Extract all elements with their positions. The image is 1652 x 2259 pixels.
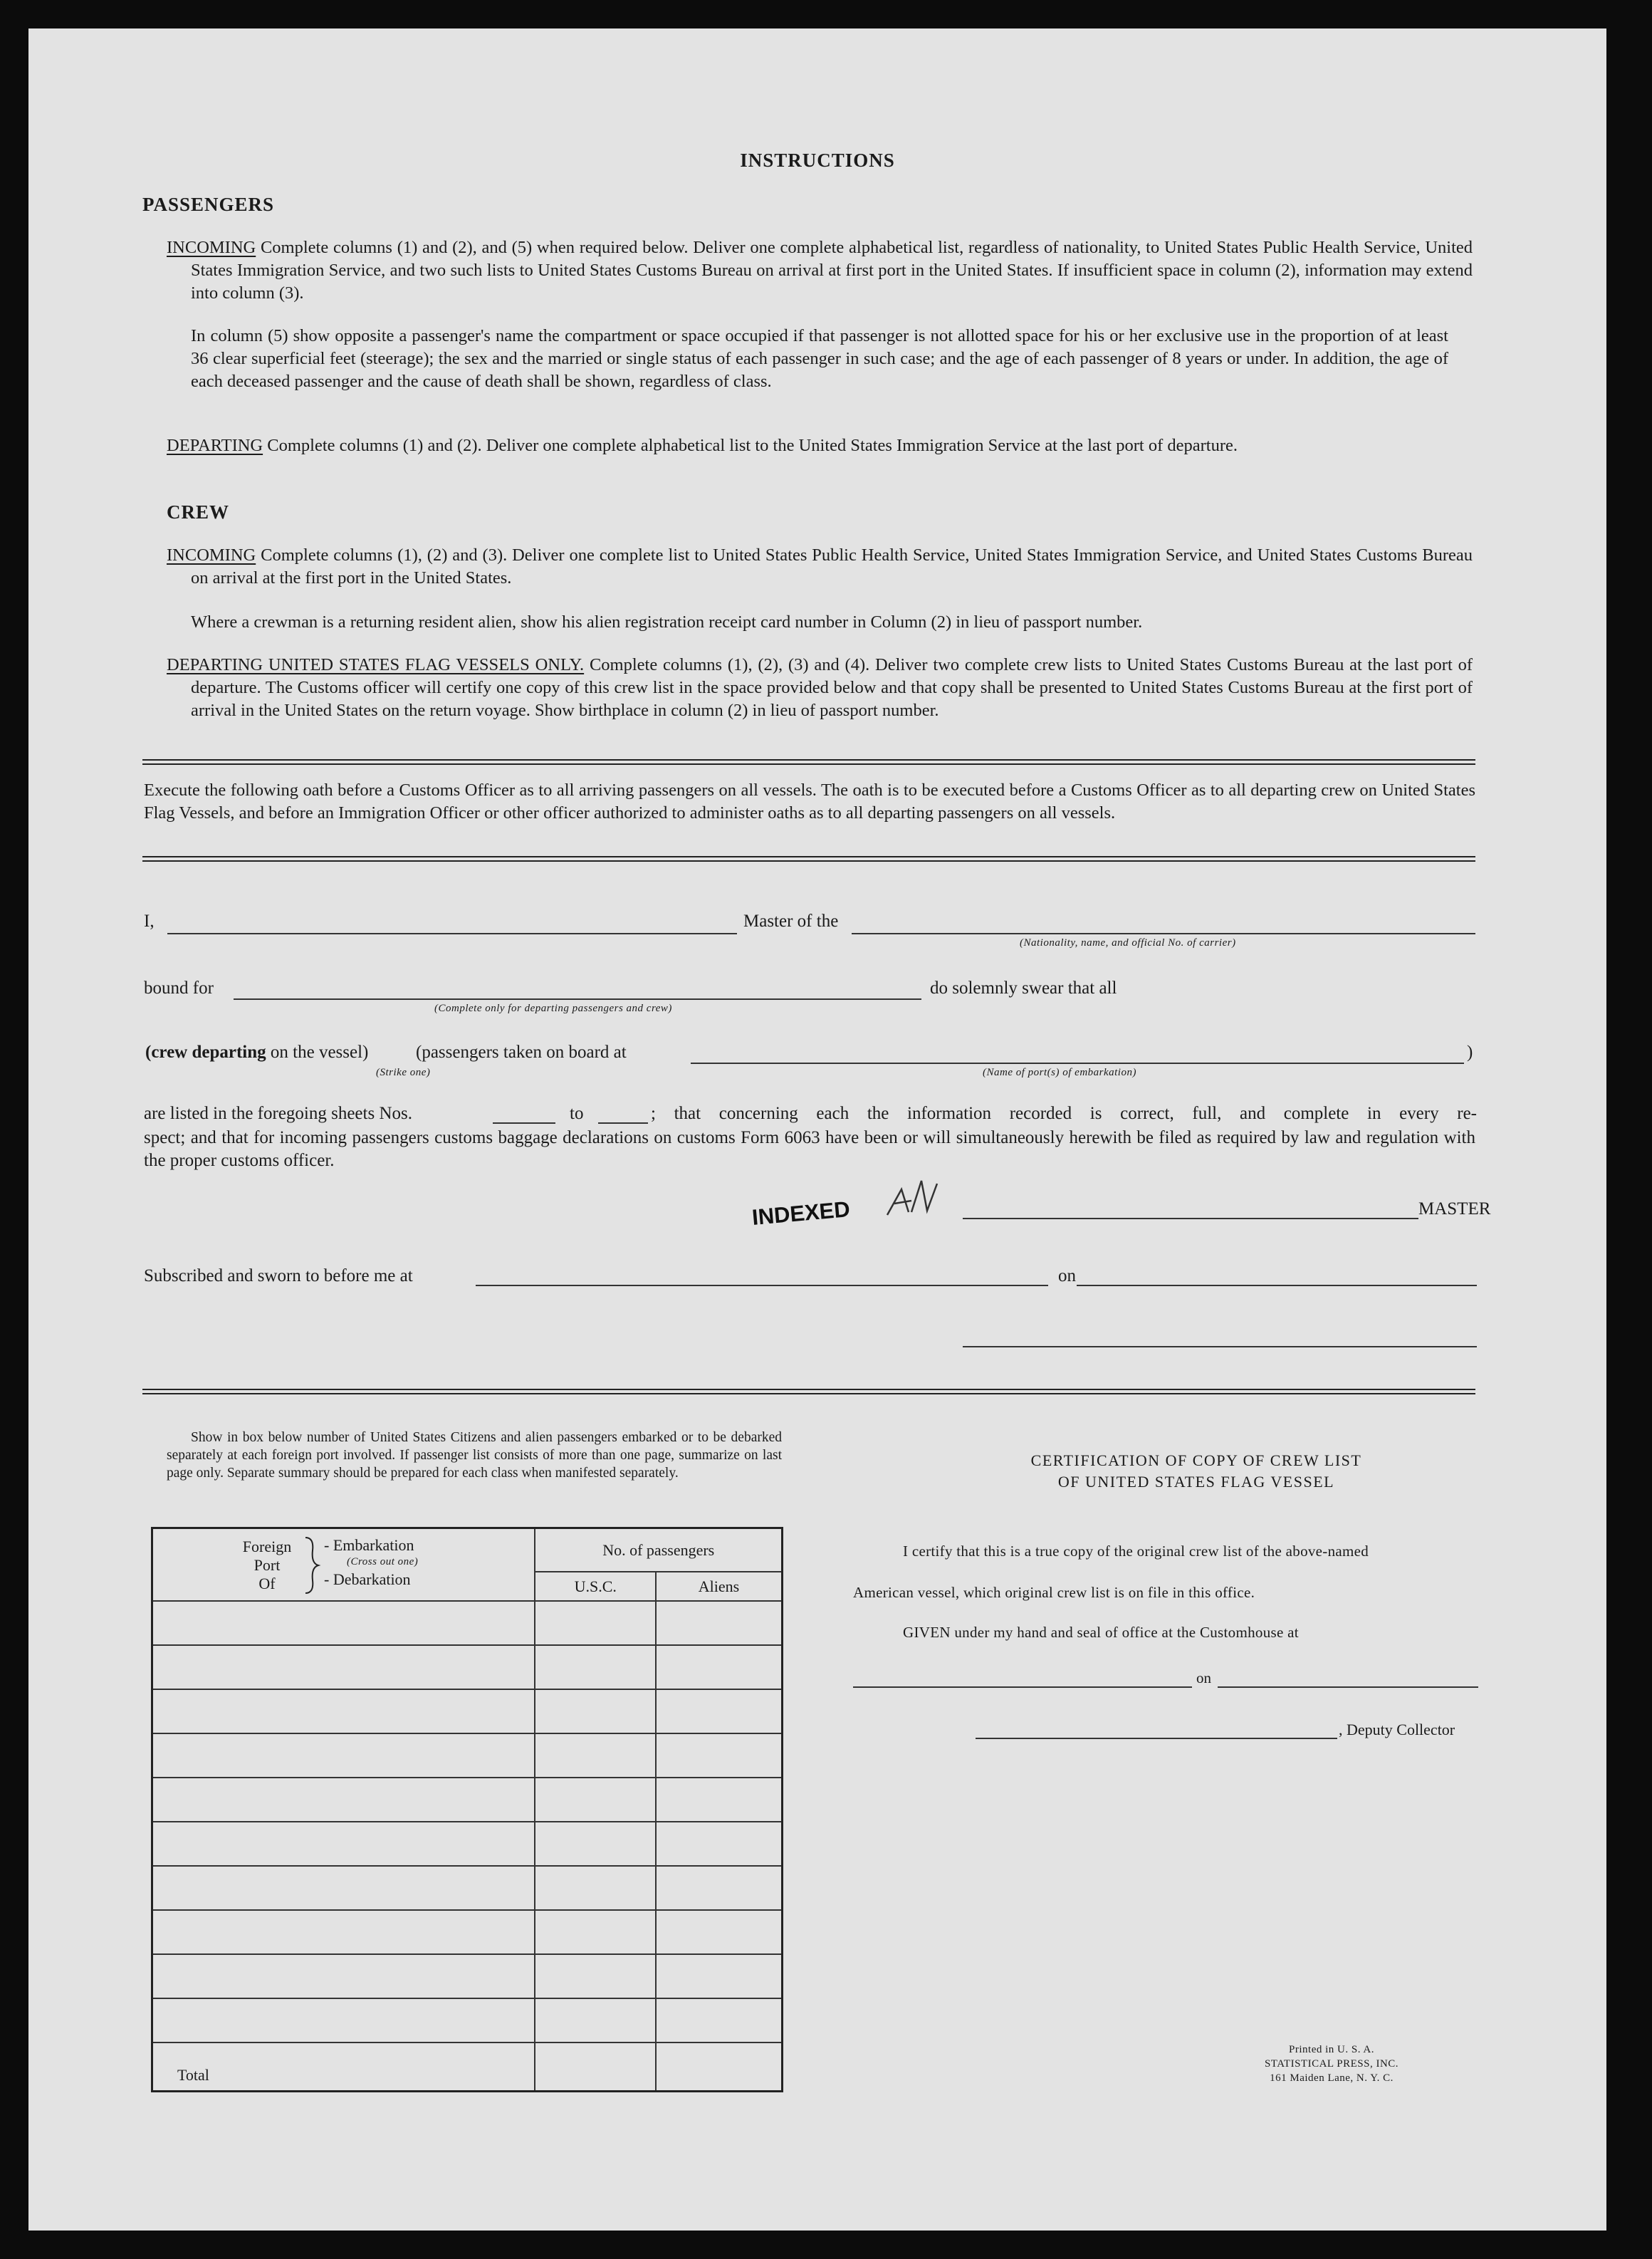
total-aliens-cell[interactable] bbox=[656, 2043, 783, 2091]
carrier-field[interactable] bbox=[852, 933, 1475, 934]
port-cell[interactable] bbox=[152, 1998, 535, 2043]
crew-departing-option[interactable]: (crew departing bbox=[145, 1043, 266, 1062]
embarkation-option[interactable]: - Embarkation bbox=[324, 1536, 414, 1554]
certification-title bbox=[883, 1450, 1510, 1493]
port-cell[interactable] bbox=[152, 1954, 535, 1998]
usc-cell[interactable] bbox=[535, 1733, 656, 1778]
table-row bbox=[152, 1910, 783, 1954]
aliens-cell[interactable] bbox=[656, 1645, 783, 1689]
printer-line1: Printed in U. S. A. bbox=[1289, 2044, 1374, 2055]
aliens-cell[interactable] bbox=[656, 1601, 783, 1645]
printer-imprint bbox=[1225, 2043, 1438, 2085]
passengers-incoming-text: Complete columns (1) and (2), and (5) when required below. Deliver one complete alphabetical list, regardless of nationality, to United States Public Health Service, United States Immigration Service, and two such lists to United States Customs Bureau on arrival at first port in the United States. If insufficient space in column (2), information may extend into column (3). bbox=[191, 238, 1473, 303]
sheet-to-field[interactable] bbox=[598, 1122, 648, 1124]
crew-departing-text: Complete columns (1), (2), (3) and (4). Deliver two complete crew lists to United States Customs Bureau at the last port of departure. The Customs officer will certify one copy of this crew list in the space provided below and that copy shall be presented to United States Customs Bureau at the first port of arrival in the United States on the return voyage. Show birthplace in column (2) in lieu of passport number. bbox=[191, 655, 1473, 720]
officer-signature-field[interactable] bbox=[963, 1346, 1477, 1347]
aliens-cell[interactable] bbox=[656, 1822, 783, 1866]
usc-header: U.S.C. bbox=[535, 1572, 656, 1601]
cross-out-caption: (Cross out one) bbox=[347, 1556, 419, 1567]
given-text: GIVEN under my hand and seal of office at the Customhouse at bbox=[903, 1624, 1299, 1641]
total-label: Total bbox=[152, 2043, 535, 2091]
port-cell[interactable] bbox=[152, 1822, 535, 1866]
table-row bbox=[152, 1733, 783, 1778]
master-label: MASTER bbox=[1418, 1199, 1491, 1219]
crew-incoming-text: Complete columns (1), (2) and (3). Deliver one complete list to United States Public Health Service, United States Immigration Service, and United States Customs Bureau on arrival at the first port in the United States. bbox=[191, 546, 1473, 588]
deputy-collector-label: , Deputy Collector bbox=[1339, 1721, 1455, 1738]
usc-cell[interactable] bbox=[535, 1601, 656, 1645]
total-row bbox=[152, 2043, 783, 2091]
aliens-cell[interactable] bbox=[656, 1910, 783, 1954]
table-row bbox=[152, 1778, 783, 1822]
crew-resident-paragraph: Where a crewman is a returning resident alien, show his alien registration receipt card number in Column (2) in lieu of passport number. bbox=[191, 612, 1143, 632]
table-row bbox=[152, 1954, 783, 1998]
passengers-incoming-label: INCOMING bbox=[167, 238, 256, 257]
section-divider bbox=[142, 759, 1475, 765]
bound-for-caption: (Complete only for departing passengers and crew) bbox=[434, 1003, 672, 1014]
table-row bbox=[152, 1998, 783, 2043]
oath-intro: Execute the following oath before a Customs Officer as to all arriving passengers on all vessels. The oath is to be executed before a Customs Officer as to all departing crew on United States Flag Vessels, and before an Immigration Officer or other officer authorized to administer oaths as to all departing passengers on all vessels. bbox=[144, 781, 1475, 823]
passengers-departing-text: Complete columns (1) and (2). Deliver one complete alphabetical list to the United States Immigration Service at the last port of departure. bbox=[267, 436, 1238, 455]
table-row bbox=[152, 1689, 783, 1733]
usc-cell[interactable] bbox=[535, 1689, 656, 1733]
sworn-on-label: on bbox=[1058, 1266, 1076, 1285]
sheet-from-field[interactable] bbox=[493, 1122, 555, 1124]
printer-line3: 161 Maiden Lane, N. Y. C. bbox=[1270, 2072, 1394, 2084]
ports-caption: (Name of port(s) of embarkation) bbox=[983, 1067, 1136, 1078]
subscribed-label: Subscribed and sworn to before me at bbox=[144, 1266, 413, 1285]
port-cell[interactable] bbox=[152, 1601, 535, 1645]
printer-line2: STATISTICAL PRESS, INC. bbox=[1264, 2058, 1399, 2070]
table-row bbox=[152, 1601, 783, 1645]
cert-date-field[interactable] bbox=[1218, 1686, 1478, 1688]
port-cell[interactable] bbox=[152, 1778, 535, 1822]
certify-text-2: American vessel, which original crew list is on file in this office. bbox=[853, 1584, 1255, 1601]
aliens-cell[interactable] bbox=[656, 1998, 783, 2043]
summary-header-row bbox=[152, 1528, 783, 1572]
passengers-heading: PASSENGERS bbox=[142, 194, 275, 215]
close-paren: ) bbox=[1467, 1043, 1473, 1062]
crew-departing-paragraph bbox=[167, 654, 1473, 722]
aliens-cell[interactable] bbox=[656, 1778, 783, 1822]
passenger-summary-table bbox=[151, 1527, 783, 2092]
section-divider bbox=[142, 856, 1475, 862]
crew-departing-label: DEPARTING UNITED STATES FLAG VESSELS ONLY. bbox=[167, 655, 585, 674]
port-header-label: Foreign Port Of bbox=[242, 1538, 292, 1592]
strike-caption: (Strike one) bbox=[376, 1067, 431, 1078]
sheets-to-label: to bbox=[570, 1104, 584, 1123]
usc-cell[interactable] bbox=[535, 1998, 656, 2043]
master-signature-field[interactable] bbox=[963, 1218, 1418, 1219]
handwritten-initial-mark bbox=[883, 1177, 940, 1221]
oath-i-label: I, bbox=[144, 912, 155, 931]
usc-cell[interactable] bbox=[535, 1866, 656, 1910]
passengers-departing-label: DEPARTING bbox=[167, 436, 263, 455]
port-cell[interactable] bbox=[152, 1866, 535, 1910]
section-divider bbox=[142, 1389, 1475, 1394]
usc-cell[interactable] bbox=[535, 1645, 656, 1689]
passengers-departing-paragraph bbox=[167, 434, 1473, 457]
cert-on-label: on bbox=[1196, 1669, 1211, 1686]
crew-heading: CREW bbox=[167, 501, 230, 523]
bound-for-field[interactable] bbox=[234, 998, 921, 1000]
passengers-incoming-paragraph bbox=[167, 236, 1473, 305]
port-cell[interactable] bbox=[152, 1733, 535, 1778]
certification-title-line1: CERTIFICATION OF COPY OF CREW LIST bbox=[1030, 1451, 1362, 1469]
page-title: INSTRUCTIONS bbox=[740, 150, 895, 171]
table-row bbox=[152, 1866, 783, 1910]
sheets-text-c: spect; and that for incoming passengers customs baggage declarations on customs Form 6063 have been or will simultaneously herewith be filed as required by law and regulation with the proper customs officer. bbox=[144, 1128, 1475, 1170]
aliens-header: Aliens bbox=[656, 1572, 783, 1601]
on-vessel-text: on the vessel) bbox=[266, 1043, 369, 1062]
usc-cell[interactable] bbox=[535, 1778, 656, 1822]
deputy-signature-field[interactable] bbox=[976, 1738, 1337, 1739]
aliens-cell[interactable] bbox=[656, 1733, 783, 1778]
customhouse-field[interactable] bbox=[853, 1686, 1192, 1688]
debarkation-option[interactable]: - Debarkation bbox=[324, 1570, 411, 1588]
brace-icon bbox=[303, 1536, 321, 1595]
usc-cell[interactable] bbox=[535, 1910, 656, 1954]
aliens-cell[interactable] bbox=[656, 1689, 783, 1733]
embarkation-ports-field[interactable] bbox=[691, 1063, 1464, 1064]
passengers-column5-paragraph: In column (5) show opposite a passenger's name the compartment or space occupied if that passenger is not allotted space for his or her exclusive use in the proportion of at least 36 clear superficial feet (steerage); the sex and the married or single status of each passenger in such case; and the age of each passenger of 8 years or under. In addition, the age of each deceased passenger and the cause of death shall be shown, regardless of class. bbox=[191, 326, 1448, 391]
passengers-taken-option[interactable]: (passengers taken on board at bbox=[416, 1043, 627, 1062]
sheets-text-a: are listed in the foregoing sheets Nos. bbox=[144, 1104, 412, 1123]
aliens-cell[interactable] bbox=[656, 1954, 783, 1998]
crew-incoming-label: INCOMING bbox=[167, 546, 256, 565]
table-row bbox=[152, 1822, 783, 1866]
carrier-caption: (Nationality, name, and official No. of carrier) bbox=[1020, 937, 1236, 949]
certify-text-1: I certify that this is a true copy of the original crew list of the above-named bbox=[903, 1543, 1369, 1560]
master-name-field[interactable] bbox=[167, 933, 737, 934]
aliens-cell[interactable] bbox=[656, 1866, 783, 1910]
no-passengers-header: No. of passengers bbox=[535, 1528, 782, 1572]
total-usc-cell[interactable] bbox=[535, 2043, 656, 2091]
form-page bbox=[28, 28, 1606, 2231]
master-of-label: Master of the bbox=[743, 912, 839, 931]
certification-title-line2: OF UNITED STATES FLAG VESSEL bbox=[1057, 1473, 1335, 1491]
crew-incoming-paragraph bbox=[167, 544, 1473, 590]
port-cell[interactable] bbox=[152, 1910, 535, 1954]
usc-cell[interactable] bbox=[535, 1954, 656, 1998]
port-header-cell bbox=[152, 1528, 535, 1602]
crew-passengers-line bbox=[145, 1043, 368, 1063]
sworn-date-field[interactable] bbox=[1077, 1285, 1477, 1286]
table-row bbox=[152, 1645, 783, 1689]
port-cell[interactable] bbox=[152, 1645, 535, 1689]
sworn-place-field[interactable] bbox=[476, 1285, 1048, 1286]
sheets-text-b: ; that concerning each the information recorded is correct, full, and complete in every re- bbox=[651, 1104, 1477, 1123]
summary-instructions: Show in box below number of United States Citizens and alien passengers embarked or to be debarked separately at each foreign port involved. If passenger list consists of more than one page, summarize on last page only. Separate summary should be prepared for each class when manifested separately. bbox=[167, 1430, 782, 1481]
port-cell[interactable] bbox=[152, 1689, 535, 1733]
usc-cell[interactable] bbox=[535, 1822, 656, 1866]
bound-for-label: bound for bbox=[144, 979, 214, 998]
swear-label: do solemnly swear that all bbox=[930, 979, 1117, 998]
indexed-stamp: INDEXED bbox=[751, 1196, 852, 1230]
